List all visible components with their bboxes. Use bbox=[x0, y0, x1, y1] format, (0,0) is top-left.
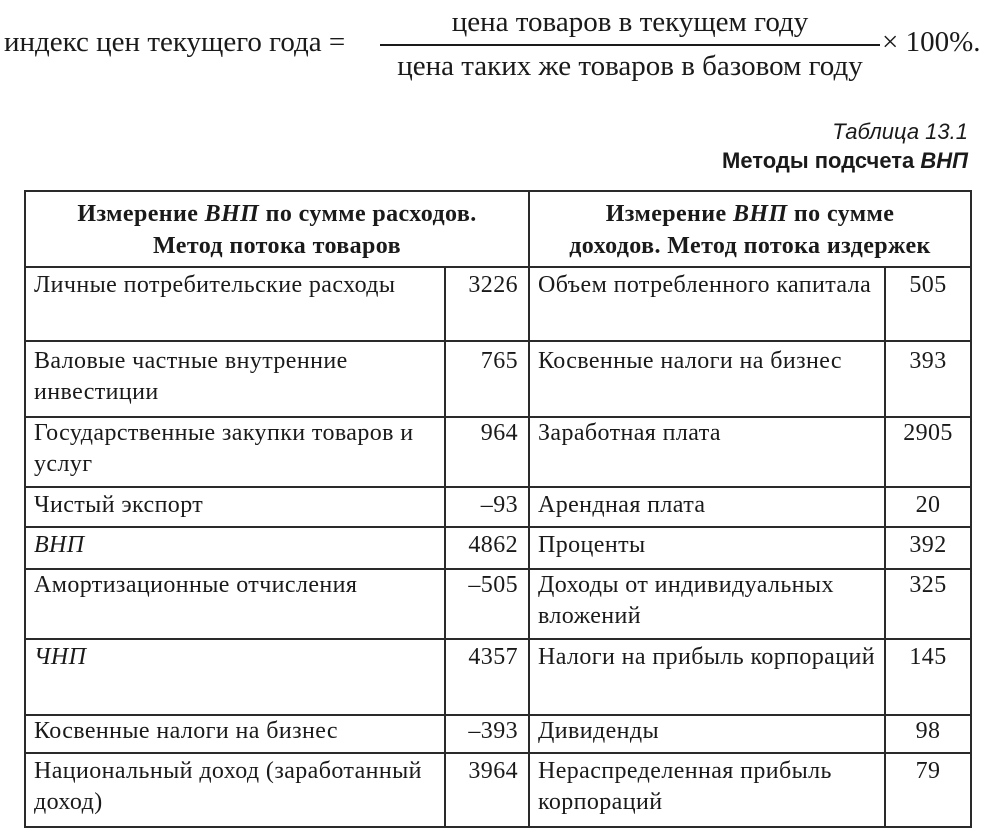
expenditure-value: 765 bbox=[445, 341, 529, 417]
table-row bbox=[25, 639, 971, 715]
income-label: Заработная плата bbox=[529, 417, 885, 487]
table-header-row bbox=[25, 191, 971, 267]
header-left-part-c: Метод потока товаров bbox=[153, 233, 401, 259]
expenditure-value: 3226 bbox=[445, 267, 529, 341]
header-expenditure bbox=[25, 191, 529, 267]
table-row bbox=[25, 715, 971, 753]
header-left-part-a: Измерение bbox=[77, 201, 205, 227]
income-label: Арендная плата bbox=[529, 487, 885, 527]
income-value: 79 bbox=[885, 753, 971, 827]
header-right-part-b: по сумме bbox=[787, 201, 895, 227]
expenditure-value: 964 bbox=[445, 417, 529, 487]
expenditure-value: 4357 bbox=[445, 639, 529, 715]
expenditure-value: –93 bbox=[445, 487, 529, 527]
income-label: Нераспределенная прибыль корпораций bbox=[529, 753, 885, 827]
header-left-emph: ВНП bbox=[204, 201, 260, 227]
income-label: Налоги на прибыль корпораций bbox=[529, 639, 885, 715]
header-right-emph: ВНП bbox=[732, 201, 788, 227]
gnp-methods-table bbox=[24, 190, 972, 828]
income-label: Объем потребленного капитала bbox=[529, 267, 885, 341]
formula-numerator: цена товаров в текущем году bbox=[451, 6, 809, 38]
expenditure-value: –505 bbox=[445, 569, 529, 639]
fraction-bar bbox=[380, 44, 880, 46]
table-row bbox=[25, 267, 971, 341]
expenditure-label: ЧНП bbox=[25, 639, 445, 715]
income-value: 20 bbox=[885, 487, 971, 527]
income-value: 505 bbox=[885, 267, 971, 341]
expenditure-value: 4862 bbox=[445, 527, 529, 569]
income-value: 392 bbox=[885, 527, 971, 569]
table-row bbox=[25, 527, 971, 569]
income-label: Дивиденды bbox=[529, 715, 885, 753]
header-right-part-a: Измерение bbox=[605, 201, 733, 227]
formula-lhs: индекс цен текущего года = bbox=[4, 26, 346, 58]
income-value: 145 bbox=[885, 639, 971, 715]
expenditure-label: ВНП bbox=[25, 527, 445, 569]
table-number: Таблица 13.1 bbox=[832, 119, 968, 144]
header-income bbox=[529, 191, 971, 267]
table-title bbox=[722, 146, 968, 176]
table-row bbox=[25, 487, 971, 527]
expenditure-label: Национальный доход (заработанный доход) bbox=[25, 753, 445, 827]
header-left-part-b: по сумме расходов. bbox=[259, 201, 477, 227]
income-value: 98 bbox=[885, 715, 971, 753]
table-title-emph: ВНП bbox=[920, 148, 968, 173]
income-label: Доходы от индивидуальных вложений bbox=[529, 569, 885, 639]
formula-fraction bbox=[380, 6, 880, 86]
price-index-formula bbox=[0, 0, 998, 90]
expenditure-value: –393 bbox=[445, 715, 529, 753]
table-row bbox=[25, 753, 971, 827]
expenditure-label: Чистый экспорт bbox=[25, 487, 445, 527]
header-right-part-c: доходов. Метод потока издержек bbox=[569, 233, 931, 259]
income-label: Проценты bbox=[529, 527, 885, 569]
formula-denominator: цена таких же товаров в базовом году bbox=[397, 50, 863, 82]
expenditure-value: 3964 bbox=[445, 753, 529, 827]
expenditure-label: Личные потребительские расходы bbox=[25, 267, 445, 341]
expenditure-label: Государственные закупки товаров и услуг bbox=[25, 417, 445, 487]
table-title-text: Методы подсчета bbox=[722, 148, 921, 173]
expenditure-label: Амортизационные отчисления bbox=[25, 569, 445, 639]
table-row bbox=[25, 341, 971, 417]
income-label: Косвенные налоги на бизнес bbox=[529, 341, 885, 417]
income-value: 393 bbox=[885, 341, 971, 417]
expenditure-label: Косвенные налоги на бизнес bbox=[25, 715, 445, 753]
expenditure-label: Валовые частные внутренние инвестиции bbox=[25, 341, 445, 417]
table-row bbox=[25, 417, 971, 487]
table-caption bbox=[722, 118, 968, 176]
income-value: 2905 bbox=[885, 417, 971, 487]
income-value: 325 bbox=[885, 569, 971, 639]
table-row bbox=[25, 569, 971, 639]
formula-rhs: × 100%. bbox=[882, 26, 981, 58]
